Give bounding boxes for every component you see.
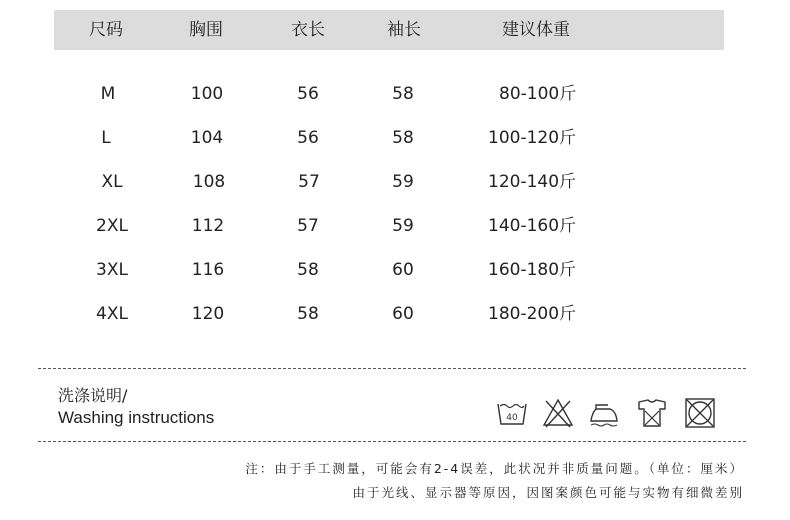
- cell-weight: 80-100斤: [499, 84, 577, 104]
- wash-40-icon: [496, 397, 528, 429]
- cell-size: 2XL: [96, 216, 128, 236]
- cell-size: 4XL: [96, 304, 128, 324]
- cell-chest: 104: [190, 128, 224, 148]
- wash-temperature: 40: [506, 413, 518, 423]
- cell-size: XL: [101, 172, 123, 192]
- cell-weight: 180-200斤: [488, 304, 577, 324]
- cell-length: 57: [298, 172, 320, 192]
- cell-length: 56: [297, 128, 319, 148]
- header-size: 尺码: [89, 20, 123, 40]
- measurement-note: 注：由于手工测量，可能会有2-4误差，此状况并非质量问题。（单位：厘米）: [245, 461, 744, 476]
- cell-chest: 100: [190, 84, 224, 104]
- line-dry-icon: [636, 397, 668, 429]
- header-weight: 建议体重: [502, 20, 570, 40]
- cell-size: L: [101, 128, 111, 148]
- cell-weight: 140-160斤: [488, 216, 577, 236]
- cell-length: 56: [297, 84, 319, 104]
- cell-length: 58: [297, 260, 319, 280]
- cell-size: 3XL: [96, 260, 128, 280]
- divider-bottom: [38, 441, 746, 442]
- color-note: 由于光线、显示器等原因，因图案颜色可能与实物有细微差别: [352, 485, 744, 500]
- header-chest: 胸围: [189, 20, 223, 40]
- cell-chest: 108: [192, 172, 226, 192]
- divider-top: [38, 368, 746, 369]
- no-tumble-dry-icon: [684, 397, 716, 429]
- cell-size: M: [100, 84, 116, 104]
- iron-icon: [588, 397, 620, 429]
- cell-weight: 120-140斤: [488, 172, 577, 192]
- cell-weight: 100-120斤: [488, 128, 577, 148]
- header-sleeve: 袖长: [387, 20, 421, 40]
- washing-title-cn: 洗涤说明/: [58, 386, 128, 405]
- cell-length: 57: [297, 216, 319, 236]
- washing-title-en: Washing instructions: [58, 408, 215, 427]
- cell-sleeve: 60: [392, 260, 414, 280]
- no-bleach-icon: [542, 397, 574, 429]
- cell-sleeve: 59: [392, 216, 414, 236]
- cell-sleeve: 58: [392, 84, 414, 104]
- cell-sleeve: 60: [392, 304, 414, 324]
- cell-chest: 112: [191, 216, 225, 236]
- table-header-bar: [54, 10, 724, 50]
- cell-length: 58: [297, 304, 319, 324]
- cell-sleeve: 59: [392, 172, 414, 192]
- cell-chest: 120: [191, 304, 225, 324]
- cell-weight: 160-180斤: [488, 260, 577, 280]
- cell-chest: 116: [191, 260, 225, 280]
- header-length: 衣长: [291, 20, 325, 40]
- cell-sleeve: 58: [392, 128, 414, 148]
